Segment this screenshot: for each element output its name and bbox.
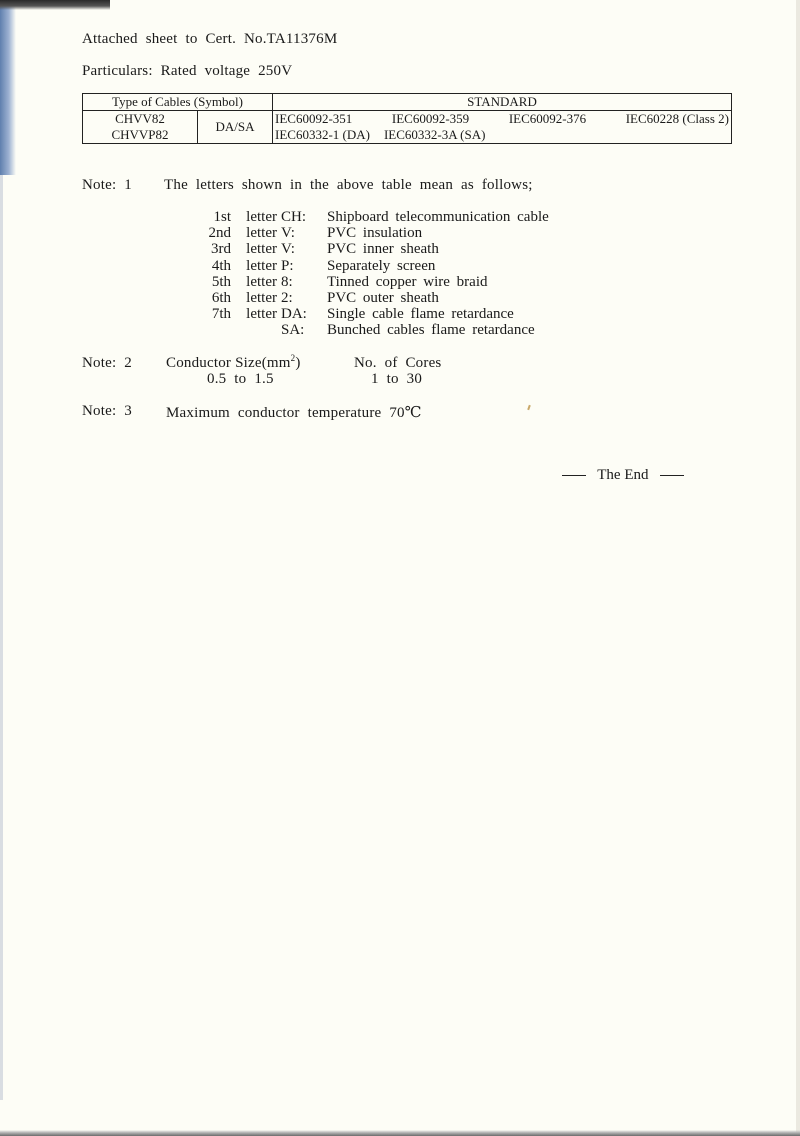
conductor-size-close: ) — [295, 355, 301, 371]
standard-item: IEC60092-351 — [275, 111, 353, 126]
letter-position: 1st — [213, 209, 231, 225]
page-left-corner-shadow — [0, 0, 16, 175]
conductor-size-superscript: 2 — [290, 353, 296, 363]
standards-row-1 — [275, 111, 729, 127]
letter-code: DA: — [281, 306, 307, 323]
no-of-cores-label: No. of Cores — [354, 355, 442, 371]
conductor-size-range: 0.5 to 1.5 — [207, 371, 274, 387]
letter-position: 2nd — [208, 225, 231, 242]
no-of-cores-range: 1 to 30 — [371, 371, 423, 387]
note-3-text: Maximum conductor temperature 70℃ — [166, 405, 422, 421]
dash-right — [660, 475, 684, 476]
letter-row — [196, 209, 549, 225]
letter-row — [196, 306, 549, 322]
cable-standards-table — [82, 93, 732, 144]
letter-description: PVC outer sheath — [327, 289, 439, 306]
table-header-row — [83, 94, 732, 111]
page-left-edge — [0, 20, 3, 1100]
letters-legend — [196, 209, 549, 339]
conductor-size-label — [166, 355, 301, 372]
letter-code: SA: — [281, 322, 305, 339]
letter-row — [196, 322, 549, 338]
note-1-label: Note: 1 — [82, 177, 132, 193]
dash-left — [562, 475, 586, 476]
note-3-label: Note: 3 — [82, 403, 132, 419]
letter-row — [196, 258, 549, 274]
standards-cell — [273, 111, 732, 144]
letter-description: Tinned copper wire braid — [327, 273, 488, 290]
page-bottom-edge — [0, 1130, 800, 1136]
standard-item: IEC60228 (Class 2) — [625, 111, 729, 126]
letter-word: letter — [246, 225, 277, 242]
standards-row-2 — [275, 127, 729, 143]
note-1-text: The letters shown in the above table mean as follows; — [164, 177, 533, 193]
the-end-footer — [562, 467, 684, 484]
letter-word — [231, 322, 277, 338]
letter-description: PVC inner sheath — [327, 241, 439, 258]
letter-position: 7th — [211, 306, 231, 323]
letter-row — [196, 274, 549, 290]
letter-code: 8: — [281, 273, 293, 290]
letter-position — [196, 322, 231, 338]
letter-position: 6th — [211, 289, 231, 306]
cable-type: CHVVP82 — [111, 127, 169, 142]
the-end-text: The End — [597, 467, 649, 483]
table-row — [83, 111, 732, 144]
letter-word: letter — [246, 273, 277, 290]
letter-description: Single cable flame retardance — [327, 306, 514, 323]
standard-item: IEC60092-376 — [508, 111, 587, 126]
letter-code: V: — [281, 241, 295, 258]
letter-code: 2: — [281, 289, 293, 306]
letter-word: letter — [246, 241, 277, 258]
letter-code: CH: — [281, 209, 307, 225]
letter-code: V: — [281, 225, 295, 242]
letter-position: 4th — [211, 257, 231, 274]
letter-row — [196, 225, 549, 241]
cable-types-cell — [83, 111, 198, 144]
letter-word: letter — [246, 209, 277, 225]
paper-speck — [527, 405, 531, 410]
conductor-size-text: Conductor Size(mm — [166, 355, 291, 371]
letter-code: P: — [281, 257, 294, 274]
letter-word: letter — [246, 289, 277, 306]
page-top-corner-shadow — [0, 0, 110, 10]
letter-row — [196, 290, 549, 306]
letter-row — [196, 241, 549, 257]
symbol-cell: DA/SA — [198, 111, 273, 144]
note-2-label: Note: 2 — [82, 355, 132, 371]
page-right-edge — [796, 0, 800, 1136]
letter-position: 5th — [211, 273, 231, 290]
letter-description: Separately screen — [327, 257, 436, 274]
letter-word: letter — [246, 257, 277, 274]
type-of-cables-header: Type of Cables (Symbol) — [83, 94, 273, 111]
letter-description: Bunched cables flame retardance — [327, 322, 535, 339]
standard-item: IEC60092-359 — [391, 111, 470, 126]
letter-word: letter — [246, 306, 277, 323]
standard-item: IEC60332-1 (DA) — [275, 127, 370, 142]
letter-description: PVC insulation — [327, 225, 423, 242]
particulars-line: Particulars: Rated voltage 250V — [82, 63, 293, 79]
letter-description: Shipboard telecommunication cable — [327, 209, 549, 225]
cable-type: CHVV82 — [115, 111, 165, 126]
standard-header: STANDARD — [273, 94, 732, 111]
standard-item: IEC60332-3A (SA) — [383, 127, 486, 142]
attached-sheet-line: Attached sheet to Cert. No.TA11376M — [82, 31, 338, 47]
letter-position: 3rd — [211, 241, 231, 258]
